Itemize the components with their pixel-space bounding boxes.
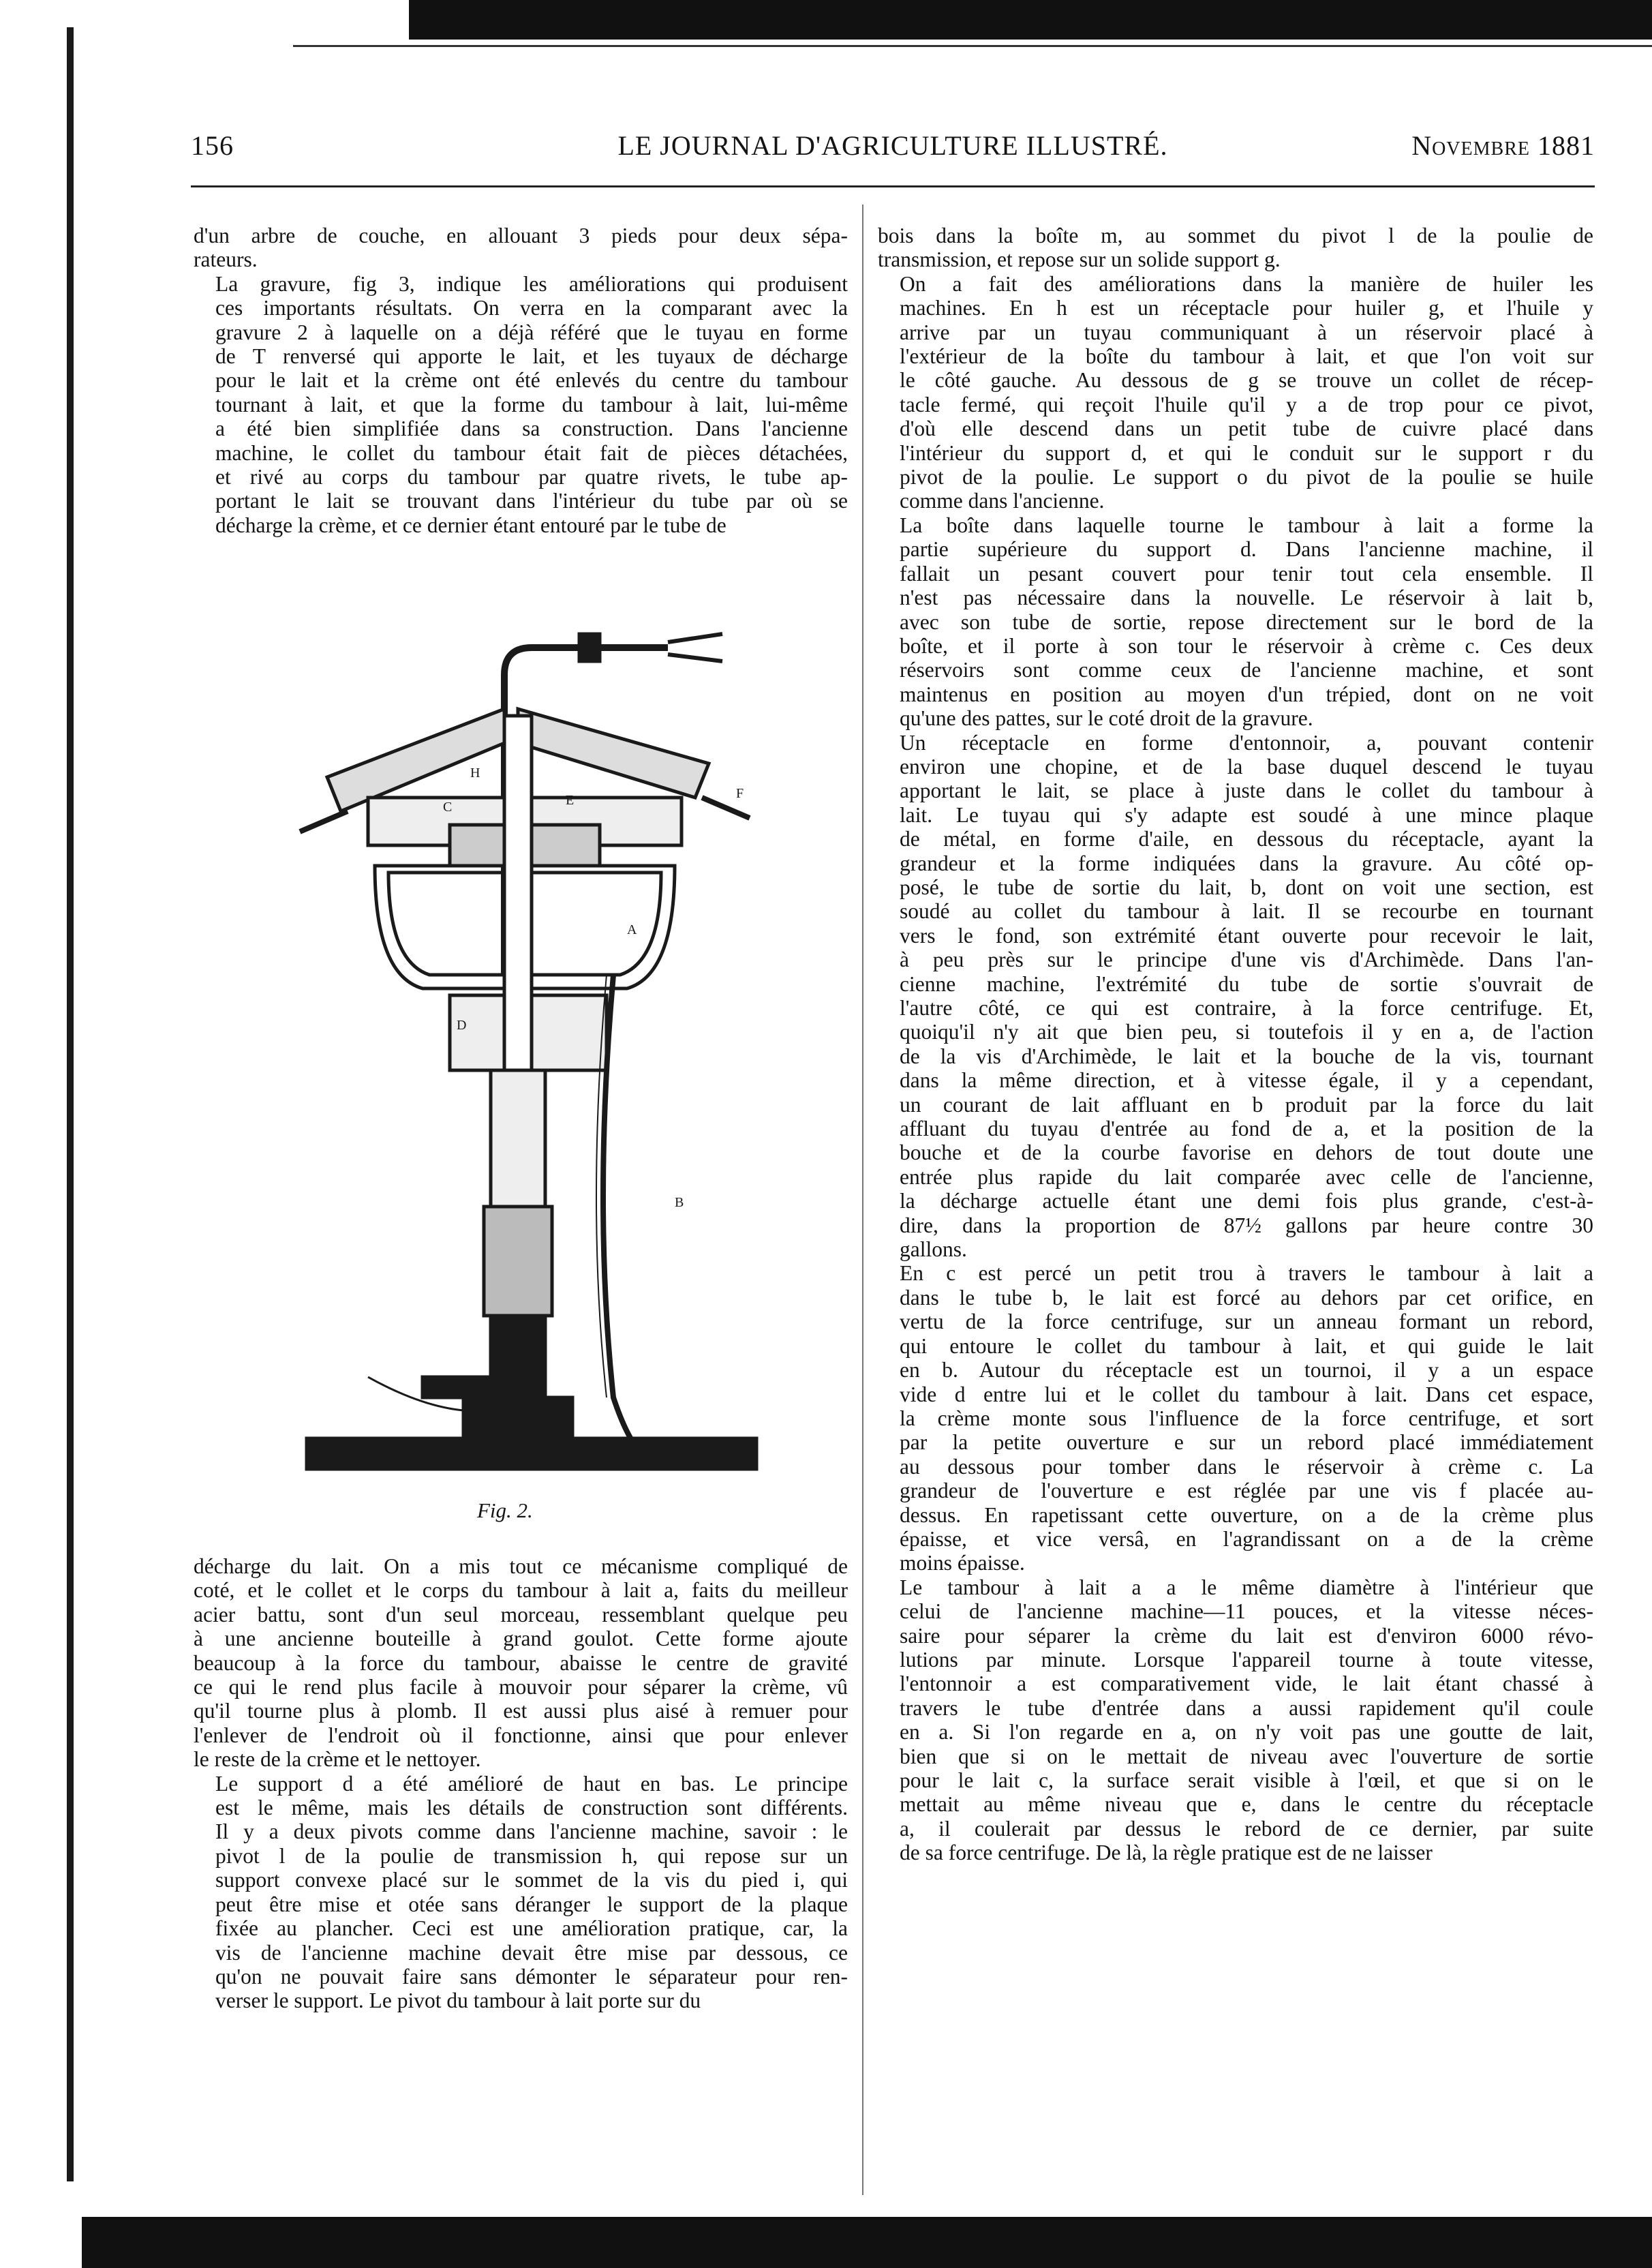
text-line: ces importants résultats. On verra en la comparant avec la <box>215 296 848 320</box>
text-line: a, il coulerait par dessus le rebord de ce dernier, par suite <box>900 1816 1593 1841</box>
figure-label-b: B <box>675 1195 684 1210</box>
text-line: Il y a deux pivots comme dans l'ancienne machine, savoir : le <box>215 1819 848 1844</box>
scan-line-top <box>293 45 1652 47</box>
text-line: et rivé au corps du tambour par quatre rivets, le tube ap- <box>215 465 848 489</box>
page-header <box>191 130 1595 170</box>
text-line: grandeur de l'ouverture e est réglée par une vis f placée au- <box>900 1479 1593 1503</box>
text-line: grandeur et la forme indiquées dans la gravure. Au côté op- <box>900 851 1593 875</box>
text-line: l'entonnoir a est comparativement vide, le lait étant chassé à <box>900 1672 1593 1696</box>
text-line: n'est pas nécessaire dans la nouvelle. Le réservoir à lait b, <box>900 586 1593 610</box>
figure-label-c: C <box>443 800 453 815</box>
issue-date: Novembre 1881 <box>1411 130 1595 161</box>
text-line: a été bien simplifiée dans sa construction. Dans l'ancienne <box>215 417 848 441</box>
text-line: l'autre côté, ce qui est contraire, à la force centrifuge. Et, <box>900 996 1593 1020</box>
scan-edge-left <box>67 27 74 2181</box>
text-line: tacle fermé, qui reçoit l'huile qu'il y a de trop pour ce pivot, <box>900 392 1593 417</box>
paragraph <box>194 1772 848 2013</box>
separator-illustration <box>286 593 777 1479</box>
text-line: réservoirs sont comme ceux de l'ancienne machine, et sont <box>900 658 1593 682</box>
text-line: dans le tube b, le lait est forcé au dehors par cet orifice, en <box>900 1285 1593 1310</box>
left-column-bottom <box>194 1554 848 2013</box>
text-line: fallait un pesant couvert pour tenir tout cela ensemble. Il <box>900 561 1593 586</box>
text-line: mettait au même niveau que e, dans le centre du réceptacle <box>900 1792 1593 1817</box>
text-line: vertu de la force centrifuge, sur un anneau formant un rebord, <box>900 1310 1593 1334</box>
text-line: vide d entre lui et le collet du tambour à lait. Dans cet espace, <box>900 1382 1593 1406</box>
text-line: qu'il tourne plus à plomb. Il est aussi plus aisé à remuer pour <box>194 1699 848 1723</box>
paragraph <box>878 1575 1593 1865</box>
text-line: l'intérieur du support d, et qui le conduit sur le support r du <box>900 440 1593 465</box>
text-line: Un réceptacle en forme d'entonnoir, a, pouvant contenir <box>900 730 1593 755</box>
header-rule <box>191 185 1595 187</box>
text-line: bien que si on le mettait de niveau avec l'ouverture de sortie <box>900 1744 1593 1768</box>
text-line: comme dans l'ancienne. <box>900 489 1105 513</box>
text-line: affluant du tuyau d'entrée au fond de a, et la position de la <box>900 1117 1593 1141</box>
text-line: La gravure, fig 3, indique les améliorations qui produisent <box>215 271 848 296</box>
figure-label-f: F <box>736 786 744 801</box>
text-line: dans la même direction, et à vitesse égale, il y a cependant, <box>900 1068 1593 1093</box>
text-line: gravure 2 à laquelle on a déjà référé que le tuyau en forme <box>215 320 848 344</box>
paragraph <box>194 224 848 272</box>
text-line: le reste de la crème et le nettoyer. <box>194 1747 481 1772</box>
text-line: environ une chopine, et de la base duquel descend le tuyau <box>900 754 1593 778</box>
paragraph <box>194 1554 848 1772</box>
text-line: pour le lait c, la surface serait visible à l'œil, et que si on le <box>900 1768 1593 1792</box>
figure-label-e: E <box>566 793 575 808</box>
text-line: On a fait des améliorations dans la manière de huiler les <box>900 271 1593 296</box>
text-line: entrée plus rapide du lait comparée avec celle de l'ancienne, <box>900 1164 1593 1189</box>
left-column-top <box>194 224 848 537</box>
journal-title: LE JOURNAL D'AGRICULTURE ILLUSTRÉ. <box>617 130 1168 161</box>
paragraph <box>878 1261 1593 1575</box>
paragraph <box>878 224 1593 272</box>
text-line: vers le fond, son extrémité étant ouverte pour recevoir le lait, <box>900 923 1593 948</box>
text-line: de métal, en forme d'aile, en dessous du réceptacle, ayant la <box>900 827 1593 851</box>
text-line: maintenus en position au moyen d'un trépied, dont on ne voit <box>900 682 1593 706</box>
text-line: par la petite ouverture e sur un rebord placé immédiatement <box>900 1430 1593 1455</box>
text-line: partie supérieure du support d. Dans l'ancienne machine, il <box>900 537 1593 562</box>
text-line: moins épaisse. <box>900 1551 1025 1575</box>
text-line: tournant à lait, et que la forme du tambour à lait, lui-même <box>215 392 848 417</box>
text-line: épaisse, et vice versâ, en l'agrandissant on a de la crème <box>900 1526 1593 1551</box>
text-line: lait. Le tuyau qui s'y adapte est soudé à une mince plaque <box>900 802 1593 827</box>
text-line: à peu près sur le principe d'une vis d'Archimède. Dans l'an- <box>900 948 1593 972</box>
text-line: beaucoup à la force du tambour, abaisse le centre de gravité <box>194 1650 848 1675</box>
scan-edge-bottom <box>82 2217 1652 2268</box>
text-line: un courant de lait affluant en b produit par la force du lait <box>900 1092 1593 1117</box>
text-line: En c est percé un petit trou à travers le tambour à lait a <box>900 1261 1593 1286</box>
text-line: en a. Si l'on regarde en a, on n'y voit pas une goutte de lait, <box>900 1720 1593 1744</box>
text-line: pivot l de la poulie de transmission h, qui repose sur un <box>215 1843 848 1868</box>
figure-caption: Fig. 2. <box>477 1498 533 1522</box>
text-line: à une ancienne bouteille à grand goulot. Cette forme ajoute <box>194 1627 848 1651</box>
text-line: qu'une des pattes, sur le coté droit de la gravure. <box>900 706 1313 731</box>
text-line: la décharge actuelle étant une demi fois plus grande, c'est-à- <box>900 1189 1593 1213</box>
text-line: acier battu, sont d'un seul morceau, ressemblant quelque peu <box>194 1602 848 1627</box>
text-line: l'enlever de l'endroit où il fonctionne, ainsi que pour enlever <box>194 1723 848 1747</box>
text-line: transmission, et repose sur un solide support g. <box>878 247 1281 272</box>
text-line: pivot de la poulie. Le support o du pivot de la poulie se huile <box>900 465 1593 489</box>
paragraph <box>878 513 1593 731</box>
text-line: qu'on ne pouvait faire sans démonter le séparateur pour ren- <box>215 1964 848 1989</box>
text-line: pour le lait et la crème ont été enlevés du centre du tambour <box>215 368 848 393</box>
text-line: qui entoure le collet du tambour à lait, et qui guide le lait <box>900 1333 1593 1358</box>
paragraph <box>878 272 1593 513</box>
text-line: machines. En h est un réceptacle pour huiler g, et l'huile y <box>900 296 1593 320</box>
text-line: support convexe placé sur le sommet de la vis du pied i, qui <box>215 1868 848 1892</box>
text-line: machine, le collet du tambour était fait de pièces détachées, <box>215 440 848 465</box>
text-line: vis de l'ancienne machine devait être mise par dessous, ce <box>215 1940 848 1965</box>
text-line: en b. Autour du réceptacle est un tournoi, il y a un espace <box>900 1358 1593 1382</box>
text-line: posé, le tube de sortie du lait, b, dont on voit une section, est <box>900 875 1593 899</box>
text-line: verser le support. Le pivot du tambour à lait porte sur du <box>215 1989 701 2013</box>
figure-label-d: D <box>457 1018 467 1033</box>
text-line: décharge du lait. On a mis tout ce mécanisme compliqué de <box>194 1554 848 1578</box>
text-line: bois dans la boîte m, au sommet du pivot l de la poulie de <box>878 224 1593 247</box>
text-line: lutions par minute. Lorsque l'appareil tourne à toute vitesse, <box>900 1647 1593 1672</box>
text-line: peut être mise et otée sans déranger le support de la plaque <box>215 1892 848 1916</box>
text-line: coté, et le collet et le corps du tambour à lait a, faits du meilleur <box>194 1578 848 1603</box>
text-line: dire, dans la proportion de 87½ gallons par heure contre 30 <box>900 1213 1593 1237</box>
text-line: dessus. En rapetissant cette ouverture, on a de la crème plus <box>900 1502 1593 1527</box>
text-line: est le même, mais les détails de construction sont différents. <box>215 1796 848 1820</box>
column-rule <box>862 205 863 2195</box>
text-line: bouche et de la courbe favorise en dehors de tout doute une <box>900 1140 1593 1165</box>
text-line: La boîte dans laquelle tourne le tambour à lait a forme la <box>900 513 1593 537</box>
text-line: le côté gauche. Au dessous de g se trouve un collet de récep- <box>900 368 1593 393</box>
text-line: fixée au plancher. Ceci est une amélioration pratique, car, la <box>215 1916 848 1941</box>
text-line: ce qui le rend plus facile à mouvoir pour séparer la crème, vû <box>194 1675 848 1699</box>
figure-label-a: A <box>627 922 637 937</box>
text-line: quoiqu'il n'y ait que bien peu, si toutefois il y en a, de l'action <box>900 1020 1593 1044</box>
text-line: boîte, et il porte à son tour le réservoir à crème c. Ces deux <box>900 633 1593 658</box>
paragraph <box>878 731 1593 1262</box>
text-line: saire pour séparer la crème du lait est d'environ 6000 révo- <box>900 1623 1593 1648</box>
text-line: cienne machine, l'extrémité du tube de sortie s'ouvrait de <box>900 971 1593 996</box>
text-line: soudé au collet du tambour à lait. Il se recourbe en tournant <box>900 899 1593 924</box>
text-line: rateurs. <box>194 247 258 272</box>
text-line: de T renversé qui apporte le lait, et les tuyaux de décharge <box>215 344 848 369</box>
text-line: travers le tube d'entrée dans a aussi rapidement qu'il coule <box>900 1695 1593 1720</box>
text-line: d'où elle descend dans un petit tube de cuivre placé dans <box>900 417 1593 441</box>
text-line: portant le lait se trouvant dans l'intérieur du tube par où se <box>215 489 848 513</box>
text-line: l'extérieur de la boîte du tambour à lait, et que l'on voit sur <box>900 344 1593 369</box>
page-number: 156 <box>191 130 234 161</box>
text-line: Le support d a été amélioré de haut en bas. Le principe <box>215 1771 848 1796</box>
text-line: d'un arbre de couche, en allouant 3 pieds pour deux sépa- <box>194 224 848 247</box>
text-line: au dessous pour tomber dans le réservoir à crème c. La <box>900 1454 1593 1479</box>
scan-edge-top <box>409 0 1652 40</box>
text-line: décharge la crème, et ce dernier étant entouré par le tube de <box>215 513 726 537</box>
text-line: arrive par un tuyau communiquant à un réservoir placé à <box>900 320 1593 344</box>
right-column <box>878 224 1593 1865</box>
text-line: Le tambour à lait a a le même diamètre à l'intérieur que <box>900 1575 1593 1599</box>
text-line: gallons. <box>900 1237 967 1262</box>
text-line: celui de l'ancienne machine—11 pouces, et la vitesse néces- <box>900 1599 1593 1624</box>
text-line: de la vis d'Archimède, le lait et la bouche de la vis, tournant <box>900 1044 1593 1068</box>
text-line: avec son tube de sortie, repose directement sur le bord de la <box>900 609 1593 634</box>
text-line: de sa force centrifuge. De là, la règle pratique est de ne laisser <box>900 1841 1433 1865</box>
text-line: la crème monte sous l'influence de la force centrifuge, et sort <box>900 1406 1593 1430</box>
figure-label-h: H <box>470 766 480 781</box>
paragraph <box>194 272 848 537</box>
text-line: apportant le lait, se place à juste dans le collet du tambour à <box>900 778 1593 803</box>
